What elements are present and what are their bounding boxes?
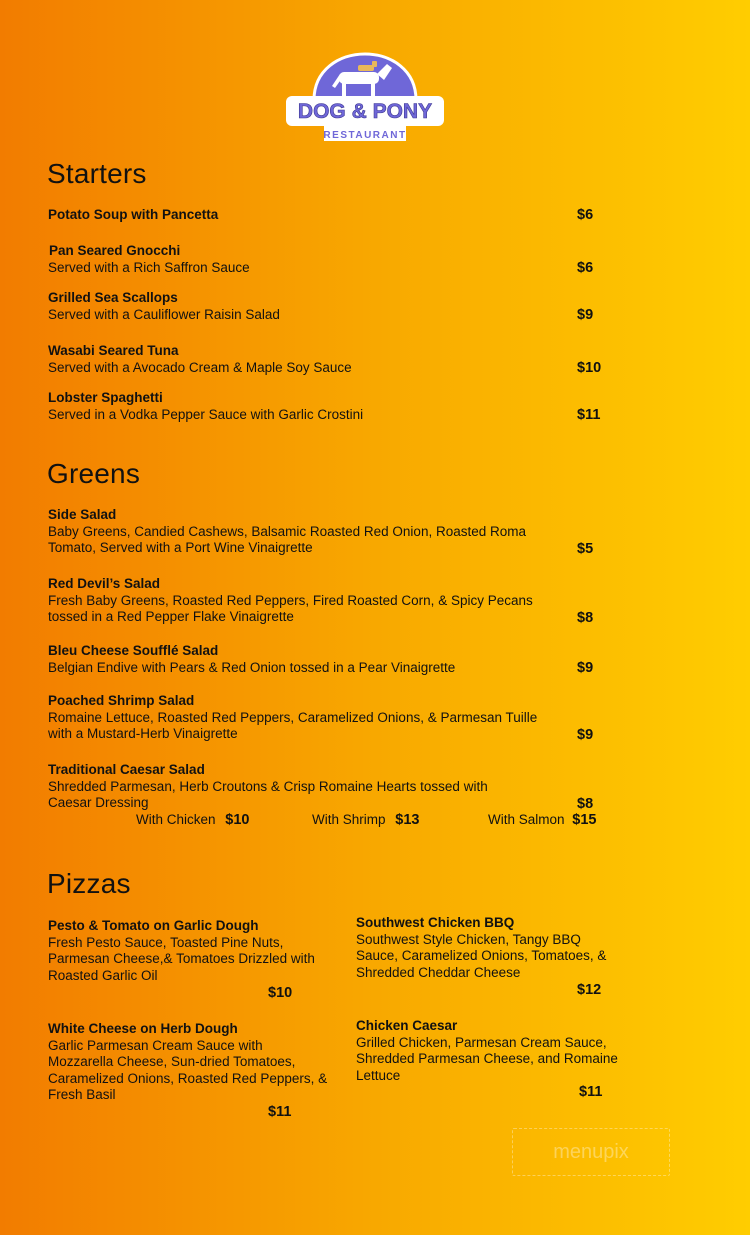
- item-price: $10: [268, 985, 293, 1001]
- item-description: Fresh Baby Greens, Roasted Red Peppers, Fired Roasted Corn, & Spicy Pecans: [48, 592, 533, 608]
- item-description: Fresh Pesto Sauce, Toasted Pine Nuts,: [48, 934, 284, 950]
- addon-price: $10: [225, 812, 250, 828]
- item-price: $9: [577, 727, 594, 743]
- item-description: Grilled Chicken, Parmesan Cream Sauce,: [356, 1034, 607, 1050]
- menu-item: [48, 643, 568, 676]
- addon-salmon: [488, 812, 597, 828]
- item-description: Sauce, Caramelized Onions, Tomatoes, &: [356, 948, 607, 964]
- addon-shrimp: [312, 812, 419, 828]
- item-description: Mozzarella Cheese, Sun-dried Tomatoes,: [48, 1054, 296, 1070]
- menu-item: [48, 576, 568, 626]
- logo-subtitle: RESTAURANT: [323, 130, 407, 141]
- item-description: with a Mustard-Herb Vinaigrette: [48, 726, 238, 742]
- pizza-item: [48, 918, 338, 984]
- item-description: Served in a Vodka Pepper Sauce with Garlic Crostini: [48, 406, 364, 422]
- item-name: Grilled Sea Scallops: [48, 290, 178, 305]
- menu-item: [48, 693, 568, 743]
- restaurant-logo: [284, 48, 446, 144]
- item-price: $9: [577, 307, 594, 323]
- logo-title: DOG & PONY: [297, 100, 433, 123]
- item-name: Potato Soup with Pancetta: [48, 207, 219, 222]
- menu-item: [48, 290, 568, 323]
- item-description: Belgian Endive with Pears & Red Onion tossed in a Pear Vinaigrette: [48, 659, 456, 675]
- item-price: $11: [268, 1104, 292, 1120]
- item-name: Southwest Chicken BBQ: [356, 915, 515, 930]
- menu-item: [48, 507, 568, 557]
- item-price: $10: [577, 360, 602, 376]
- menu-item: [48, 343, 568, 376]
- item-description: Roasted Garlic Oil: [48, 967, 158, 983]
- item-name: Chicken Caesar: [356, 1018, 458, 1033]
- section-heading-greens: Greens: [47, 458, 141, 489]
- item-description: Tomato, Served with a Port Wine Vinaigrette: [48, 540, 313, 556]
- item-description: Served with a Rich Saffron Sauce: [48, 260, 250, 275]
- item-description: Fresh Basil: [48, 1087, 116, 1103]
- item-description: Parmesan Cheese,& Tomatoes Drizzled with: [48, 951, 315, 967]
- item-price: $6: [577, 207, 594, 223]
- item-price: $6: [577, 260, 594, 276]
- item-price: $5: [577, 541, 594, 557]
- pizza-item: [356, 1018, 646, 1084]
- item-name: Side Salad: [48, 507, 117, 522]
- menu-item: [49, 243, 569, 260]
- menu-item-desc: [48, 260, 568, 277]
- item-description: Served with a Cauliflower Raisin Salad: [48, 306, 280, 322]
- item-price: $8: [577, 610, 594, 626]
- item-description: Served with a Avocado Cream & Maple Soy Sauce: [48, 359, 352, 375]
- watermark: menupix: [512, 1128, 670, 1176]
- pizza-item: [48, 1021, 338, 1104]
- item-description: Caesar Dressing: [48, 795, 149, 811]
- item-name: Lobster Spaghetti: [48, 390, 163, 405]
- item-price: $12: [577, 982, 602, 998]
- item-name: Traditional Caesar Salad: [48, 762, 205, 777]
- item-name: Wasabi Seared Tuna: [48, 343, 179, 358]
- item-price: $8: [577, 796, 594, 812]
- addon-price: $13: [395, 812, 420, 828]
- item-price: $11: [577, 407, 601, 423]
- item-name: Poached Shrimp Salad: [48, 693, 195, 708]
- item-name: White Cheese on Herb Dough: [48, 1021, 238, 1036]
- item-price: $9: [577, 660, 594, 676]
- section-heading-starters: Starters: [47, 158, 147, 189]
- item-name: Pesto & Tomato on Garlic Dough: [48, 918, 259, 933]
- item-name: Bleu Cheese Soufflé Salad: [48, 643, 219, 658]
- item-description: Garlic Parmesan Cream Sauce with: [48, 1037, 263, 1053]
- addon-label: With Salmon: [488, 812, 565, 827]
- item-description: Caramelized Onions, Roasted Red Peppers, &: [48, 1070, 328, 1086]
- menu-item: [48, 207, 568, 224]
- item-description: Shredded Parmesan Cheese, and Romaine: [356, 1051, 618, 1067]
- item-description: Lettuce: [356, 1067, 401, 1083]
- addon-chicken: [136, 812, 250, 828]
- addon-label: With Shrimp: [312, 812, 386, 827]
- menu-item: [48, 762, 568, 812]
- item-description: Shredded Cheddar Cheese: [356, 964, 521, 980]
- addon-price: $15: [572, 812, 597, 828]
- addon-label: With Chicken: [136, 812, 216, 827]
- item-description: Southwest Style Chicken, Tangy BBQ: [356, 931, 581, 947]
- item-description: tossed in a Red Pepper Flake Vinaigrette: [48, 609, 294, 625]
- pizza-item: [356, 915, 646, 981]
- item-price: $11: [579, 1084, 603, 1100]
- section-heading-pizzas: Pizzas: [47, 868, 131, 899]
- item-name: Red Devil’s Salad: [48, 576, 161, 591]
- menu-item: [48, 390, 568, 423]
- item-description: Shredded Parmesan, Herb Croutons & Crisp Romaine Hearts tossed with: [48, 778, 488, 794]
- item-name: Pan Seared Gnocchi: [49, 243, 181, 258]
- item-description: Romaine Lettuce, Roasted Red Peppers, Caramelized Onions, & Parmesan Tuille: [48, 709, 538, 725]
- item-description: Baby Greens, Candied Cashews, Balsamic Roasted Red Onion, Roasted Roma: [48, 523, 526, 539]
